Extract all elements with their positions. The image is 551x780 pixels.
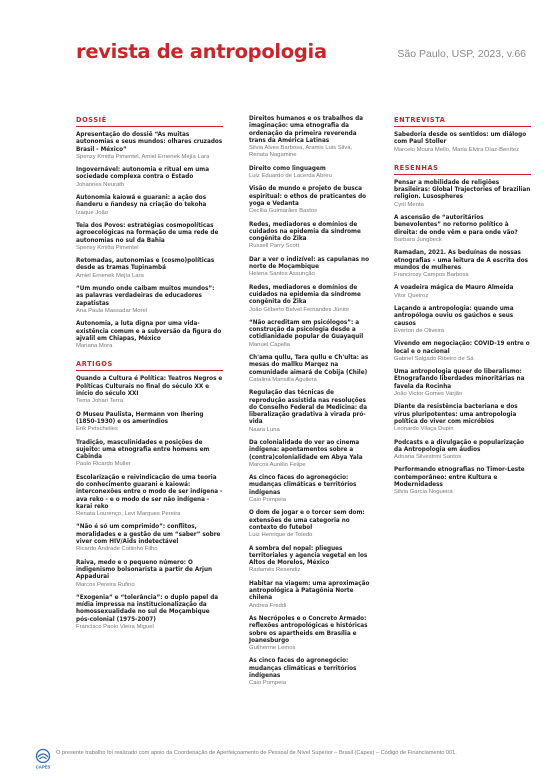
article-title: Pensar a mobilidade de religiões brasileiras: Global Trajectories of brazilian religion. Lusospheres — [394, 179, 531, 201]
article-authors: Vitor Queiroz — [394, 292, 429, 299]
article-authors: Marcos Aurélio Felipe — [249, 461, 306, 468]
article-authors: Izaque João — [76, 209, 109, 216]
toc-entry[interactable] — [394, 306, 531, 335]
article-title: Performando etnografias no Timor-Leste contemporâneo: entre Kultura e Modernidadess — [394, 467, 525, 488]
toc-entry[interactable] — [76, 258, 223, 280]
toc-entry[interactable] — [249, 475, 371, 504]
article-title: A voadeira mágica de Mauro Almeida — [394, 285, 514, 292]
article-authors: Marcos Pereira Rufino — [76, 581, 135, 588]
toc-entry[interactable] — [394, 285, 531, 300]
toc-entry[interactable] — [249, 658, 371, 687]
toc-entry[interactable] — [249, 186, 371, 215]
article-title: Podcasts e a divulgação e popularização da Antropologia em áudios — [394, 439, 524, 453]
toc-entry[interactable] — [76, 321, 223, 350]
article-title: Visão de mundo e projeto de busca espiritual: o ethos de praticantes do yoga e Vedanta — [249, 186, 367, 207]
capes-logo-text: CAPES — [35, 764, 51, 770]
toc-entry[interactable] — [249, 285, 371, 314]
article-title: Habitar na viagem: uma aproximação antropológica à Patagônia Norte chilena — [249, 580, 370, 602]
article-title: Redes, mediadores e domínios de cuidados na epidemia da síndrome congênita do Zika — [249, 221, 361, 243]
article-authors: Mariana Mora — [76, 343, 113, 350]
article-title: Uma antropologia queer do liberalismo: Etnografando liberdades minoritárias na favela da Rocinha — [394, 369, 525, 390]
article-title: Apresentação do dossiê “As muitas autonomias e seus mundos: olhares cruzados Brasil - México” — [76, 132, 223, 153]
toc-entry[interactable] — [249, 116, 371, 160]
article-authors: Catalina Mansilla Aguilera — [249, 376, 317, 383]
article-title: Teia dos Povos: estratégias cosmopolíticas agroecológicas na formação de uma rede de autonomias no sul da Bahia — [76, 222, 219, 244]
article-title: “Um mundo onde caibam muitos mundos”: as palavras verdadeiras de educadores zapatistas — [76, 286, 215, 307]
article-authors: Renata Lourenço, Levi Marques Pereira — [76, 511, 181, 518]
toc-entry[interactable] — [76, 440, 223, 469]
article-title: O Museu Paulista, Hermann von Ihering (1850-1930) e os ameríndios — [76, 411, 204, 425]
section-heading: ARTIGOS — [76, 360, 223, 371]
toc-entry[interactable] — [76, 560, 223, 589]
article-title: A ascensão de “autoritários benevolentes” no retorno político à direita: de onde vêm e para onde vão? — [394, 215, 518, 236]
article-title: Da colonialidade do ver ao cinema indígena: apontamentos sobre a (contra)colonialidade em Abya Yala — [249, 439, 363, 461]
article-authors: Erik Petschelies — [76, 426, 118, 433]
article-title: As Necrópoles e o Concreto Armado: reflexões antropológicas e históricas sobre os apartheids em Brasília e Joanesburgo — [249, 615, 368, 644]
capes-logo-icon — [34, 748, 52, 770]
toc-entry[interactable] — [394, 369, 531, 398]
article-title: A sombra del nopal: pliegues territoriales y agencia vegetal en los Altos de Morelos, México — [249, 545, 368, 567]
issue-info: São Paulo, USP, 2023, v.66 — [397, 48, 526, 60]
article-title: As cinco faces do agronegócio: mudanças climáticas e territórios indígenas — [249, 658, 357, 679]
article-authors: Russell Parry Scott — [249, 243, 300, 250]
article-authors: Guilherme Lemos — [249, 645, 296, 652]
toc-entry[interactable] — [394, 132, 531, 154]
toc-entry[interactable] — [394, 250, 531, 279]
article-title: Direito como linguagem — [249, 165, 326, 172]
article-authors: Silvia Alves Barbosa, Aramis Luis Silva, Renata Nagamine — [249, 145, 353, 159]
article-authors: Paulo Ricardo Muller — [76, 461, 131, 468]
contents-column-2 — [249, 116, 371, 694]
article-authors: Barbara Jungbeck — [394, 236, 442, 243]
article-authors: Luiz Henrique de Toledo — [249, 532, 313, 539]
article-title: Ch'ama qullu, Tara qullu e Ch'ulta: as mesas do mallku Marqez na comunidade aimará de Cobija (Chile) — [249, 355, 369, 376]
article-title: Laçando a antropologia: quando uma antropóloga ouviu os gaúchos e seus causos — [394, 306, 514, 327]
article-authors: Luiz Eduardo de Lacerda Abreu — [249, 173, 332, 180]
article-authors: Adriana Silvestrini Santos — [394, 454, 462, 461]
article-title: “Não acreditam em psicólogos”: a construção da psicologia desde a cotidianidade popular de Guayaquil — [249, 319, 364, 341]
article-authors: Caio Pompeia — [249, 497, 287, 504]
funding-footer — [34, 748, 534, 770]
toc-entry[interactable] — [249, 166, 371, 181]
article-authors: Johannes Neurath — [76, 181, 125, 188]
toc-entry[interactable] — [249, 257, 371, 279]
journal-header — [76, 40, 526, 70]
toc-entry[interactable] — [394, 341, 531, 363]
article-authors: Spensy Kmitta Pimentel — [76, 244, 139, 251]
article-title: Escolarização e reivindicação de uma teoria do conhecimento guarani e kaiowá: interconexões entre o modo de ser indígena - ava reko - e o modo de ser não indígena - karai reko — [76, 474, 223, 510]
contents-column-1 — [76, 116, 223, 637]
toc-entry[interactable] — [76, 376, 223, 405]
journal-title: revista de antropologia — [76, 40, 327, 63]
article-authors: Caio Pompeia — [249, 680, 287, 687]
toc-entry[interactable] — [76, 595, 223, 631]
toc-entry[interactable] — [76, 475, 223, 519]
article-authors: Francisco Paolo Vieira Miguel — [76, 624, 154, 631]
article-title: “Exogenia” e “tolerância”: o duplo papel da mídia impressa na institucionalização da homossexualidade no sul de Moçambique pós-colonial (1975-2007) — [76, 594, 219, 623]
article-authors: Cyril Menta — [394, 201, 424, 208]
article-authors: Spensy Kmitta Pimentel, Amiel Ernenek Mejía Lara — [76, 153, 210, 160]
article-authors: Radamés Resendiz — [249, 567, 301, 574]
article-title: Autonomia kaiowá e guarani: a ação dos ñanderu e ñandesy na criação do tekoha — [76, 195, 207, 209]
article-authors: Silvia Garcia Nogueira — [394, 489, 453, 496]
contents-column-3 — [394, 116, 531, 503]
article-title: Ingovernável: autonomia e ritual em uma sociedade complexa contra o Estado — [76, 167, 210, 181]
toc-entry[interactable] — [76, 412, 223, 434]
toc-entry[interactable] — [394, 467, 531, 496]
article-authors: Tema Johari Terra — [76, 398, 124, 405]
article-title: Regulação das técnicas de reprodução assistida nas resoluções do Conselho Federal de Medicina: da liberalização gradativa à virada pró-vida — [249, 390, 368, 426]
toc-entry[interactable] — [249, 390, 371, 434]
article-title: Retomadas, autonomias e (cosmo)políticas desde as tramas Tupinambá — [76, 258, 215, 272]
toc-entry[interactable] — [76, 286, 223, 315]
toc-entry[interactable] — [394, 180, 531, 209]
section-heading: ENTREVISTA — [394, 116, 531, 127]
article-authors: Ana Paula Massadar Morel — [76, 307, 148, 314]
toc-entry[interactable] — [249, 616, 371, 652]
funding-note: O presente trabalho foi realizado com apoio da Coordenação de Aperfeiçoamento de Pessoal de Nível Superior – Brasil (Capes) – Código de Financiamento 001. — [56, 750, 457, 756]
toc-entry[interactable] — [76, 524, 223, 553]
article-title: As cinco faces do agronegócio: mudanças climáticas e territórios indígenas — [249, 475, 357, 496]
toc-entry[interactable] — [249, 222, 371, 251]
article-title: Raiva, medo e o pequeno número: O indigenismo bolsonarista a partir de Arjun Appadurai — [76, 559, 213, 581]
toc-entry[interactable] — [76, 132, 223, 161]
article-title: Tradição, masculinidades e posições de sujeito: uma etnografia entre homens em Cabinda — [76, 439, 210, 461]
article-title: Dar a ver o indizível: as capulanas no norte de Moçambique — [249, 256, 369, 271]
article-authors: Francirosy Campos Barbosa — [394, 272, 469, 279]
toc-entry[interactable] — [249, 581, 371, 610]
article-authors: Ricardo Andrade Coitinho Filho — [76, 546, 158, 553]
article-authors: Manuel Capella — [249, 341, 290, 348]
toc-entry[interactable] — [394, 215, 531, 244]
toc-entry[interactable] — [249, 355, 371, 384]
article-title: Sabedoria desde os sentidos: um diálogo com Paul Stoller — [394, 132, 527, 146]
article-authors: Andrea Freddi — [249, 602, 287, 609]
article-authors: Everton de Oliveira — [394, 327, 445, 334]
toc-entry[interactable] — [394, 404, 531, 433]
toc-entry[interactable] — [394, 440, 531, 462]
article-title: O dom de jogar e o torcer sem dom: extensões de uma categoria no contexto do futebol — [249, 510, 365, 531]
toc-entry[interactable] — [76, 223, 223, 252]
toc-entry[interactable] — [249, 546, 371, 575]
toc-entry[interactable] — [249, 510, 371, 539]
article-authors: João Victor Gomes Varjão — [394, 391, 463, 398]
article-authors: João Gilberto Belvel Fernandes Júnior — [249, 306, 350, 313]
section-heading: DOSSIÊ — [76, 116, 223, 127]
toc-entry[interactable] — [249, 320, 371, 349]
article-title: Vivendo em negociação: COVID-19 entre o local e o nacional — [394, 341, 530, 355]
toc-entry[interactable] — [76, 167, 223, 189]
toc-entry[interactable] — [249, 440, 371, 469]
article-authors: Amiel Ernenek Mejía Lara — [76, 272, 144, 279]
section-heading: RESENHAS — [394, 164, 531, 175]
article-authors: Helena Santos Assunção — [249, 271, 315, 278]
article-title: Ramadan, 2021. As beduínas de nossas etnografias – uma leitura de A escrita dos mundos de mulheres — [394, 250, 528, 271]
article-authors: Gabriel Salgado Ribeiro de Sá — [394, 355, 474, 362]
article-title: Autonomia, a luta digna por uma vida-existência comum e a subversão da figura do ajvalil em Chiapas, México — [76, 321, 222, 342]
article-authors: Cecília Guimarães Bastos — [249, 208, 318, 215]
article-authors: Marcelo Moura Mello, Maria Elvira Díaz-Benítez — [394, 146, 520, 153]
article-title: Redes, mediadores e domínios de cuidados na epidemia da síndrome congênita do Zika — [249, 284, 361, 306]
toc-entry[interactable] — [76, 195, 223, 217]
article-title: Diante da resistência bacteriana e dos vírus pluripotentes: uma antropologia política do viver com micróbios — [394, 404, 518, 425]
article-title: Direitos humanos e os trabalhos da imaginação: uma etnografia da ordenação da primeira reverenda trans da América Latinas — [249, 116, 364, 144]
article-authors: Naara Luna — [249, 426, 280, 433]
article-title: Quando a Cultura é Política: Teatros Negros e Políticas Culturais no final do século XX e início do século XXI — [76, 376, 223, 398]
article-authors: Leonardo Vilaça Dupin — [394, 426, 454, 433]
article-title: “Não é só um comprimido”: conflitos, moralidades e a gestão de um “saber” sobre viver com HIV/Aids indetectável — [76, 524, 221, 546]
